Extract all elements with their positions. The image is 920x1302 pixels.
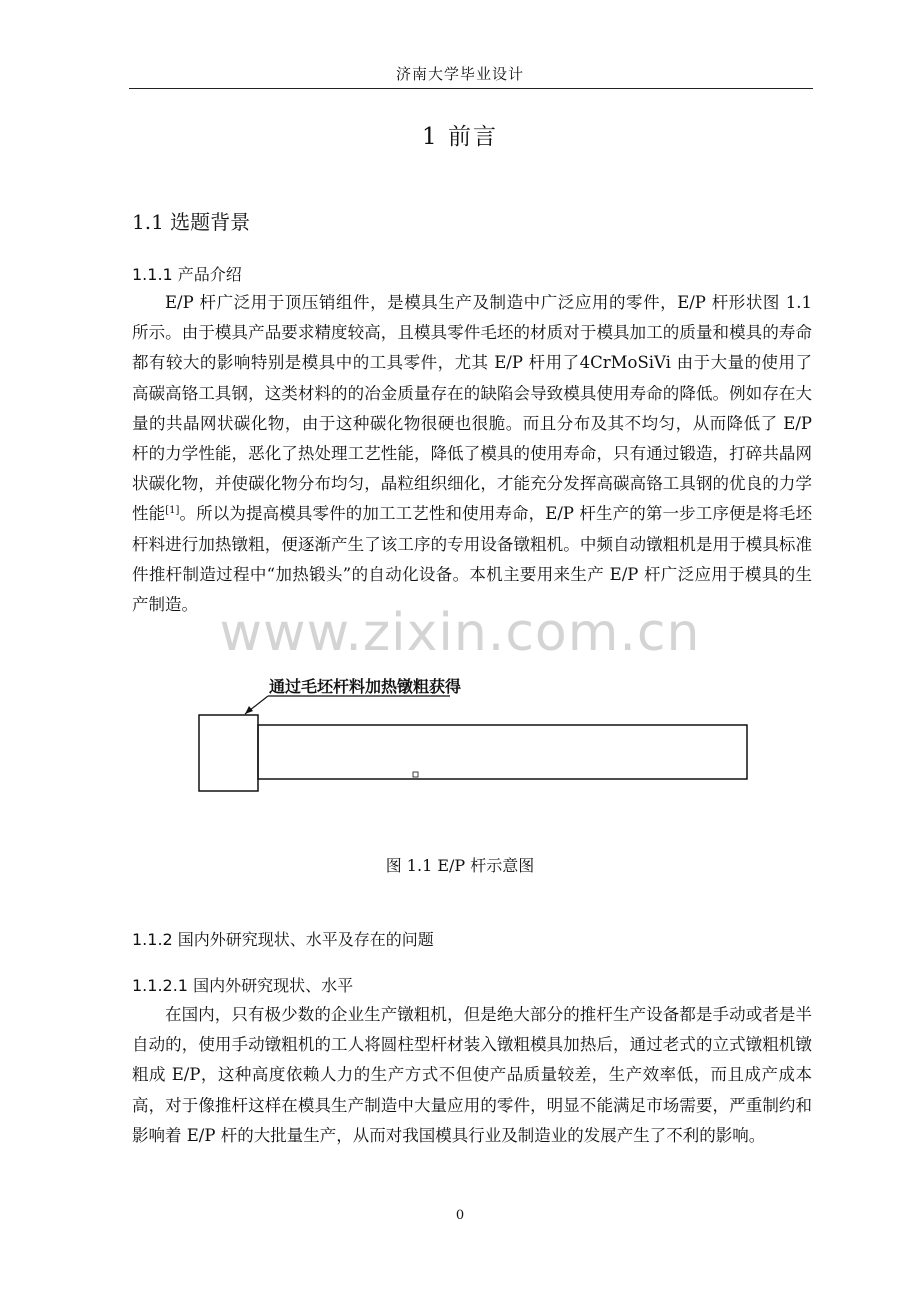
section-heading-1-1-2-1: 1.1.2.1 国内外研究现状、水平 [132, 976, 354, 995]
watermark: www.zixin.com.cn [219, 603, 701, 663]
diagram-annotation: 通过毛坯杆料加热镦粗获得 [269, 677, 462, 696]
ep-pin-diagram [190, 668, 760, 798]
center-mark [413, 772, 418, 777]
paragraph-research-status: 在国内，只有极少数的企业生产镦粗机，但是绝大部分的推杆生产设备都是手动或者是半自动的，使用手动镦粗机的工人将圆柱型杆材装入镦粗模具加热后，通过老式的立式镦粗机镦粗成 E/P，这种高度依赖人力的生产方式不但使产品质量较差，生产效率低，而且成产成本高，对于像推杆这样在模具生产制造中大量应用的零件，明显不能满足市场需要，严重制约和影响着 E/P 杆的大批量生产，从而对我国模具行业及制造业的发展产生了不利的影响。 [132, 1005, 812, 1145]
chapter-title: 1 前言 [422, 124, 498, 150]
leader-arrowhead [245, 706, 253, 714]
section-heading-1-1-1: 1.1.1 产品介绍 [132, 265, 242, 284]
pin-shank [258, 725, 747, 779]
running-header: 济南大学毕业设计 [395, 65, 524, 83]
paragraph-text: E/P 杆广泛用于顶压销组件，是模具生产及制造中广泛应用的零件，E/P 杆形状图 1.1 所示。由于模具产品要求精度较高，且模具零件毛坯的材质对于模具加工的质量和模具的寿命都有较大的影响特别是模具中的工具零件，尤其 E/P 杆用了4CrMoSiVi 由于大量的使用了高碳高铬工具钢，这类材料的的冶金质量存在的缺陷会导致模具使用寿命的降低。例如存在大量的共晶网状碳化物，由于这种碳化物很硬也很脆。而且分布及其不均匀，从而降低了 E/P 杆的力学性能，恶化了热处理工艺性能，降低了模具的使用寿命，只有通过锻造，打碎共晶网状碳化物，并使碳化物分布均匀，晶粒组织细化，才能充分发挥高碳高铬工具钢的优良的力学性能 [132, 293, 812, 524]
header-rule [129, 88, 813, 89]
citation-ref: [1] [165, 505, 180, 517]
figure-caption: 图 1.1 E/P 杆示意图 [385, 856, 535, 875]
section-heading-1-1: 1.1 选题背景 [132, 210, 251, 234]
paragraph-text: 。所以为提高模具零件的加工工艺性和使用寿命，E/P 杆生产的第一步工序便是将毛坯杆料进行加热镦粗，便逐渐产生了该工序的专用设备镦粗机。中频自动镦粗机是用于模具标准件推杆制造过程中“加热锻头”的自动化设备。本机主要用来生产 E/P 杆广泛应用于模具的生产制造。 [132, 504, 812, 615]
paragraph-product-intro [132, 288, 812, 620]
pin-head [199, 715, 258, 791]
section-heading-1-1-2: 1.1.2 国内外研究现状、水平及存在的问题 [132, 930, 434, 949]
page-number: 0 [455, 1208, 465, 1223]
